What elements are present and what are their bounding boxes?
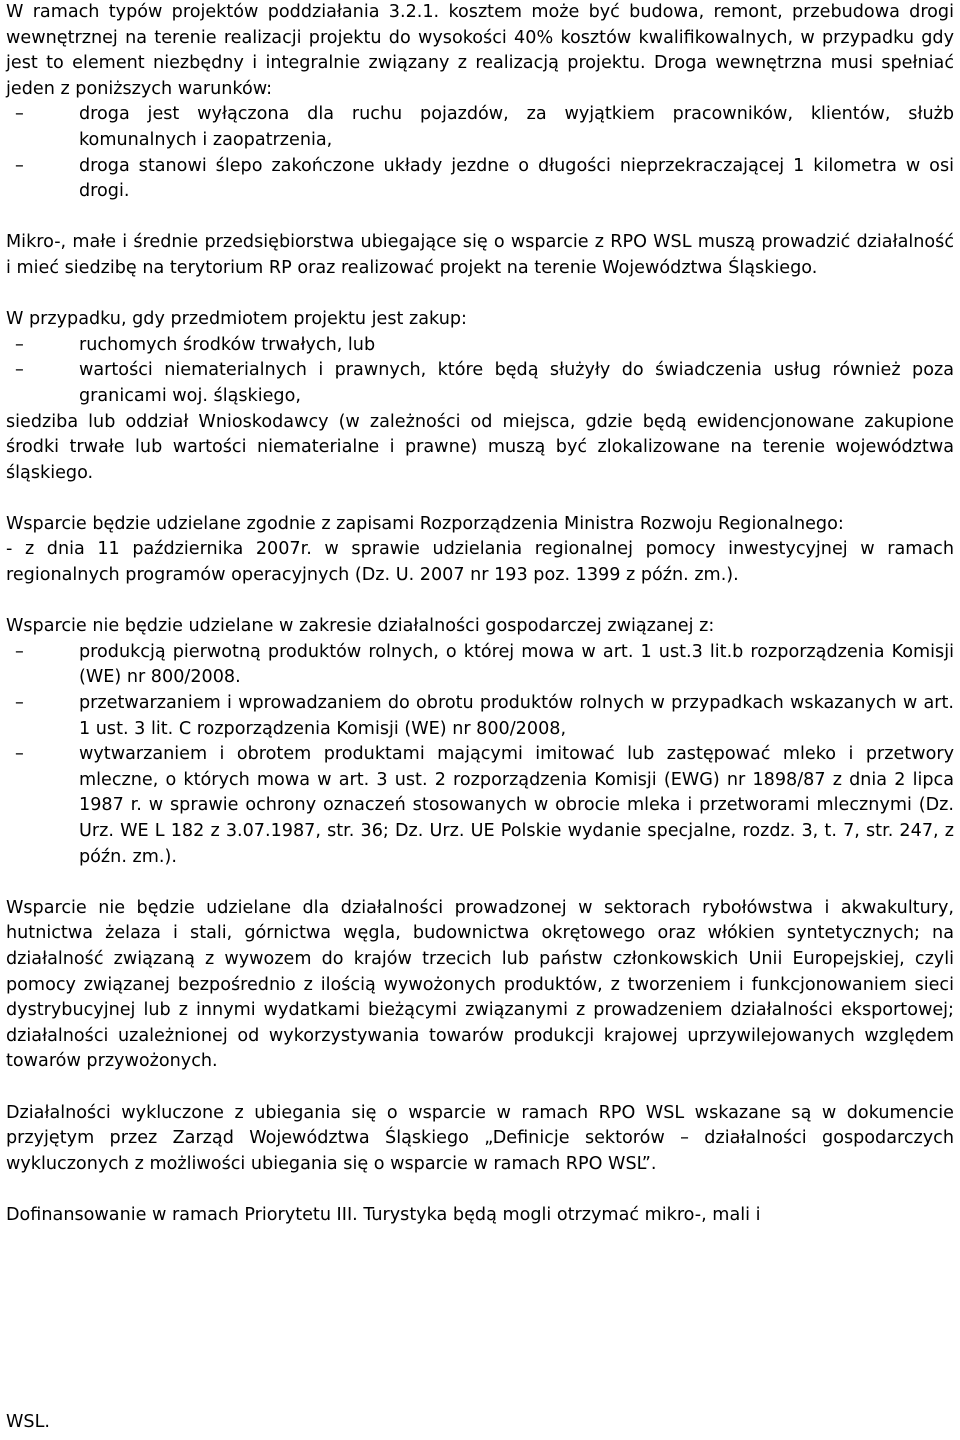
list-item: – ruchomych środków trwałych, lub [6, 333, 954, 359]
list-item: – przetwarzaniem i wprowadzaniem do obrotu produktów rolnych w przypadkach wskazanych w art. 1 ust. 3 lit. C rozporządzenia Komisji (WE) nr 800/2008, [6, 691, 954, 742]
paragraph-excluded-activities: Działalności wykluczone z ubiegania się o wsparcie w ramach RPO WSL wskazane są w dokumencie przyjętym przez Zarząd Województwa Śląskiego „Definicje sektorów – działalności gospodarczych wykluczonych z możliwości ubiegania się o wsparcie w ramach RPO WSL”. [6, 1102, 954, 1174]
list-item: – produkcją pierwotną produktów rolnych, o której mowa w art. 1 ust.3 lit.b rozporządzenia Komisji (WE) nr 800/2008. [6, 640, 954, 691]
road-conditions-list [6, 102, 954, 204]
exclusions-list [6, 640, 954, 870]
paragraph-co-financing: Dofinansowanie w ramach Priorytetu III. Turystyka będą mogli otrzymać mikro-, mali i [6, 1204, 761, 1225]
list-item: – droga stanowi ślepo zakończone układy jezdne o długości nieprzekraczającej 1 kilometra w osi drogi. [6, 154, 954, 205]
document-page [6, 0, 954, 1229]
paragraph-exclusions-intro: Wsparcie nie będzie udzielane w zakresie działalności gospodarczej związanej z: [6, 616, 715, 637]
list-item: – wytwarzaniem i obrotem produktami mającymi imitować lub zastępować mleko i przetwory mleczne, o których mowa w art. 3 ust. 2 rozporządzenia Komisji (EWG) nr 1898/87 z dnia 2 lipca 1987 r. w sprawie ochrony oznaczeń stosowanych w obrocie mleka i przetworami mlecznymi (Dz. Urz. WE L 182 z 3.07.1987, str. 36; Dz. Urz. UE Polskie wydanie specjalne, rozdz. 3, t. 7, str. 247, z późn. zm.). [6, 742, 954, 870]
list-item: – wartości niematerialnych i prawnych, które będą służyły do świadczenia usług również poza granicami woj. śląskiego, [6, 358, 954, 409]
paragraph-purchase-intro: W przypadku, gdy przedmiotem projektu jest zakup: [6, 309, 467, 330]
page-footer-text: WSL. [6, 1412, 50, 1432]
purchase-list [6, 333, 954, 410]
paragraph-regulation-intro: Wsparcie będzie udzielane zgodnie z zapisami Rozporządzenia Ministra Rozwoju Regionalnego: [6, 513, 844, 534]
paragraph-excluded-sectors: Wsparcie nie będzie udzielane dla działalności prowadzonej w sektorach rybołówstwa i akwakultury, hutnictwa żelaza i stali, górnictwa węgla, budownictwa okrętowego oraz włókien syntetycznych; na działalność związaną z wywozem do krajów trzecich lub państw członkowskich Unii Europejskiej, czyli pomocy związanej bezpośrednio z ilością wywożonych produktów, z tworzeniem i funkcjonowaniem sieci dystrybucyjnej lub z innymi wydatkami bieżącymi związanymi z prowadzeniem działalności eksportowej; działalności uzależnionej od wykorzystywania towarów produkcji krajowej uprzywilejowanych względem towarów przywożonych. [6, 897, 954, 1072]
paragraph-internal-road: W ramach typów projektów poddziałania 3.2.1. kosztem może być budowa, remont, przebudowa drogi wewnętrznej na terenie realizacji projektu do wysokości 40% kosztów kwalifikowalnych, w przypadku gdy jest to element niezbędny i integralnie związany z realizacją projektu. Droga wewnętrzna musi spełniać jeden z poniższych warunków: [6, 2, 954, 99]
paragraph-seat-location: siedziba lub oddział Wnioskodawcy (w zależności od miejsca, gdzie będą ewidencjonowane zakupione środki trwałe lub wartości niematerialne i prawne) muszą być zlokalizowane na terenie województwa śląskiego. [6, 411, 954, 483]
paragraph-regulation-line: - z dnia 11 października 2007r. w sprawie udzielania regionalnej pomocy inwestycyjnej w ramach regionalnych programów operacyjnych (Dz. U. 2007 nr 193 poz. 1399 z późn. zm.). [6, 539, 954, 586]
paragraph-msp-requirements: Mikro-, małe i średnie przedsiębiorstwa ubiegające się o wsparcie z RPO WSL muszą prowadzić działalność i mieć siedzibę na terytorium RP oraz realizować projekt na terenie Województwa Śląskiego. [6, 232, 954, 278]
list-item: – droga jest wyłączona dla ruchu pojazdów, za wyjątkiem pracowników, klientów, służb komunalnych i zaopatrzenia, [6, 102, 954, 153]
